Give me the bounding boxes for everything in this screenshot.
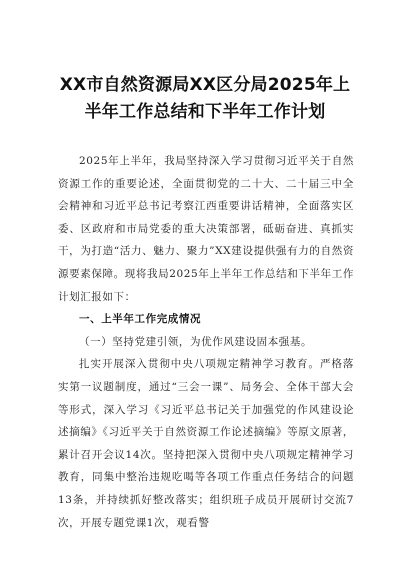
intro-paragraph: 2025年上半年，我局坚持深入学习贯彻习近平关于自然资源工作的重要论述，全面贯彻党的二十大、二十届三中全会精神和习近平总书记考察江西重要讲话精神，全面落实区委、区政府和市局党委的重大决策部署，砥砺奋进、真抓实干，为打造“活力、魅力、聚力”XX建设提供强有力的自然资源要素保障。现将我局2025年上半年工作总结和下半年工作计划汇报如下：	[58, 155, 354, 303]
body-paragraph: 扎实开展深入贯彻中央八项规定精神学习教育。严格落实第一议题制度，通过“三会一课”、局务会、全体干部大会等形式，深入学习《习近平总书记关于加强党的作风建设论述摘编》《习近平关于自然资源工作论述摘编》等原文原著，累计召开会议14次。坚持把深入贯彻中央八项规定精神学习教育，同集中整治违规吃喝等各项工作重点任务结合的问题13条，并持续抓好整改落实；组织班子成员开展研讨交流7次，开展专题党课1次，观看警	[58, 358, 354, 529]
document-title-line-2: 半年工作总结和下半年工作计划	[84, 102, 326, 122]
document-body	[58, 150, 354, 534]
document-title	[50, 72, 360, 126]
document-title-line-1: XX市自然资源局XX区分局2025年上	[59, 75, 351, 95]
section-heading: 一、上半年工作完成情况	[79, 313, 202, 326]
subsection-heading: （一）坚持党建引领，为优作风建设固本强基。	[79, 335, 313, 348]
